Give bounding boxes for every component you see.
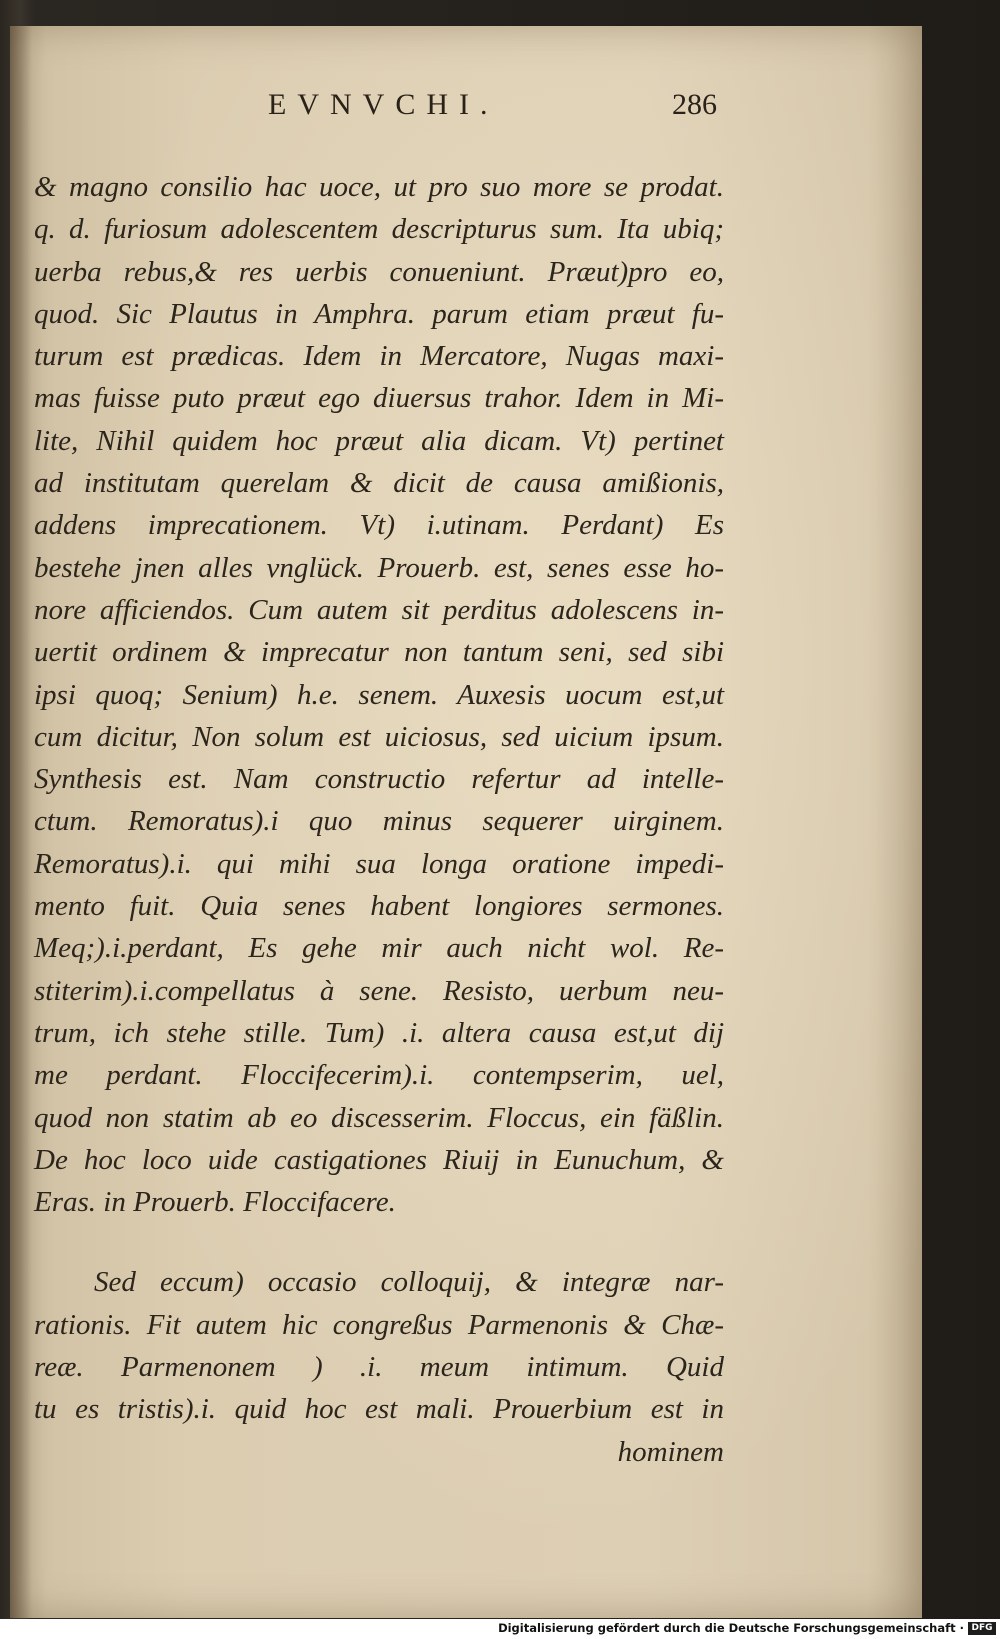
text-line: turum est prædicas. Idem in Mercatore, Nugas maxi- <box>34 340 724 373</box>
digitization-footer <box>0 1619 1000 1639</box>
text-line: quod. Sic Plautus in Amphra. parum etiam præut fu- <box>34 297 724 330</box>
text-line: uertit ordinem & imprecatur non tantum seni, sed sibi <box>34 636 724 669</box>
text-line: Eras. in Prouerb. Floccifacere. <box>34 1186 396 1219</box>
commentary-text <box>34 166 724 1473</box>
text-line: lite, Nihil quidem hoc præut alia dicam. Vt) pertinet <box>34 424 724 457</box>
running-title: EVNVCHI. <box>268 88 499 121</box>
text-line: ad institutam querelam & dicit de causa amißionis, <box>34 467 724 500</box>
text-line: ipsi quoq; Senium) h.e. senem. Auxesis uocum est,ut <box>34 678 724 711</box>
text-line: bestehe jnen alles vnglück. Prouerb. est, senes esse ho- <box>34 551 724 584</box>
catchword: hominem <box>617 1435 724 1468</box>
text-line: quod non statim ab eo discesserim. Floccus, ein fäßlin. <box>34 1101 724 1134</box>
text-line: nore afficiendos. Cum autem sit perditus adolescens in- <box>34 593 724 626</box>
text-line: Synthesis est. Nam constructio refertur ad intelle- <box>34 763 724 796</box>
text-line: uerba rebus,& res uerbis conueniunt. Præut)pro eo, <box>34 255 724 288</box>
text-line: Remoratus).i. qui mihi sua longa oratione impedi- <box>34 847 724 880</box>
text-line: ctum. Remoratus).i quo minus sequerer uirginem. <box>34 805 724 838</box>
book-page <box>10 26 922 1618</box>
text-line: trum, ich stehe stille. Tum) .i. altera causa est,ut dij <box>34 1016 724 1049</box>
paragraph-gap <box>34 1223 724 1261</box>
text-line: tu es tristis).i. quid hoc est mali. Prouerbium est in <box>34 1393 724 1426</box>
text-line: addens imprecationem. Vt) i.utinam. Perdant) Es <box>34 509 724 542</box>
text-line: mento fuit. Quia senes habent longiores sermones. <box>34 890 724 923</box>
text-line: stiterim).i.compellatus à sene. Resisto, uerbum neu- <box>34 974 724 1007</box>
text-line: rationis. Fit autem hic congreßus Parmenonis & Chæ- <box>34 1308 724 1341</box>
text-line: mas fuisse puto præut ego diuersus trahor. Idem in Mi- <box>34 382 724 415</box>
text-line: q. d. furiosum adolescentem descripturus sum. Ita ubiq; <box>34 213 724 246</box>
text-line: De hoc loco uide castigationes Riuij in Eunuchum, & <box>34 1143 724 1176</box>
page-number: 286 <box>672 88 717 121</box>
text-line: me perdant. Floccifecerim).i. contempserim, uel, <box>34 1059 724 1092</box>
text-line: Meq;).i.perdant, Es gehe mir auch nicht wol. Re- <box>34 932 724 965</box>
page-gutter-shadow <box>10 26 32 1618</box>
page-header <box>10 88 922 138</box>
text-line: & magno consilio hac uoce, ut pro suo more se prodat. <box>34 171 724 203</box>
dfg-logo-icon: DFG <box>968 1622 996 1635</box>
funding-credit: Digitalisierung gefördert durch die Deutsche Forschungsgemeinschaft · <box>498 1621 964 1635</box>
text-line: Sed eccum) occasio colloquij, & integræ nar- <box>94 1266 724 1299</box>
text-line: cum dicitur, Non solum est uiciosus, sed uicium ipsum. <box>34 720 724 753</box>
text-line: reæ. Parmenonem ) .i. meum intimum. Quid <box>34 1351 724 1384</box>
